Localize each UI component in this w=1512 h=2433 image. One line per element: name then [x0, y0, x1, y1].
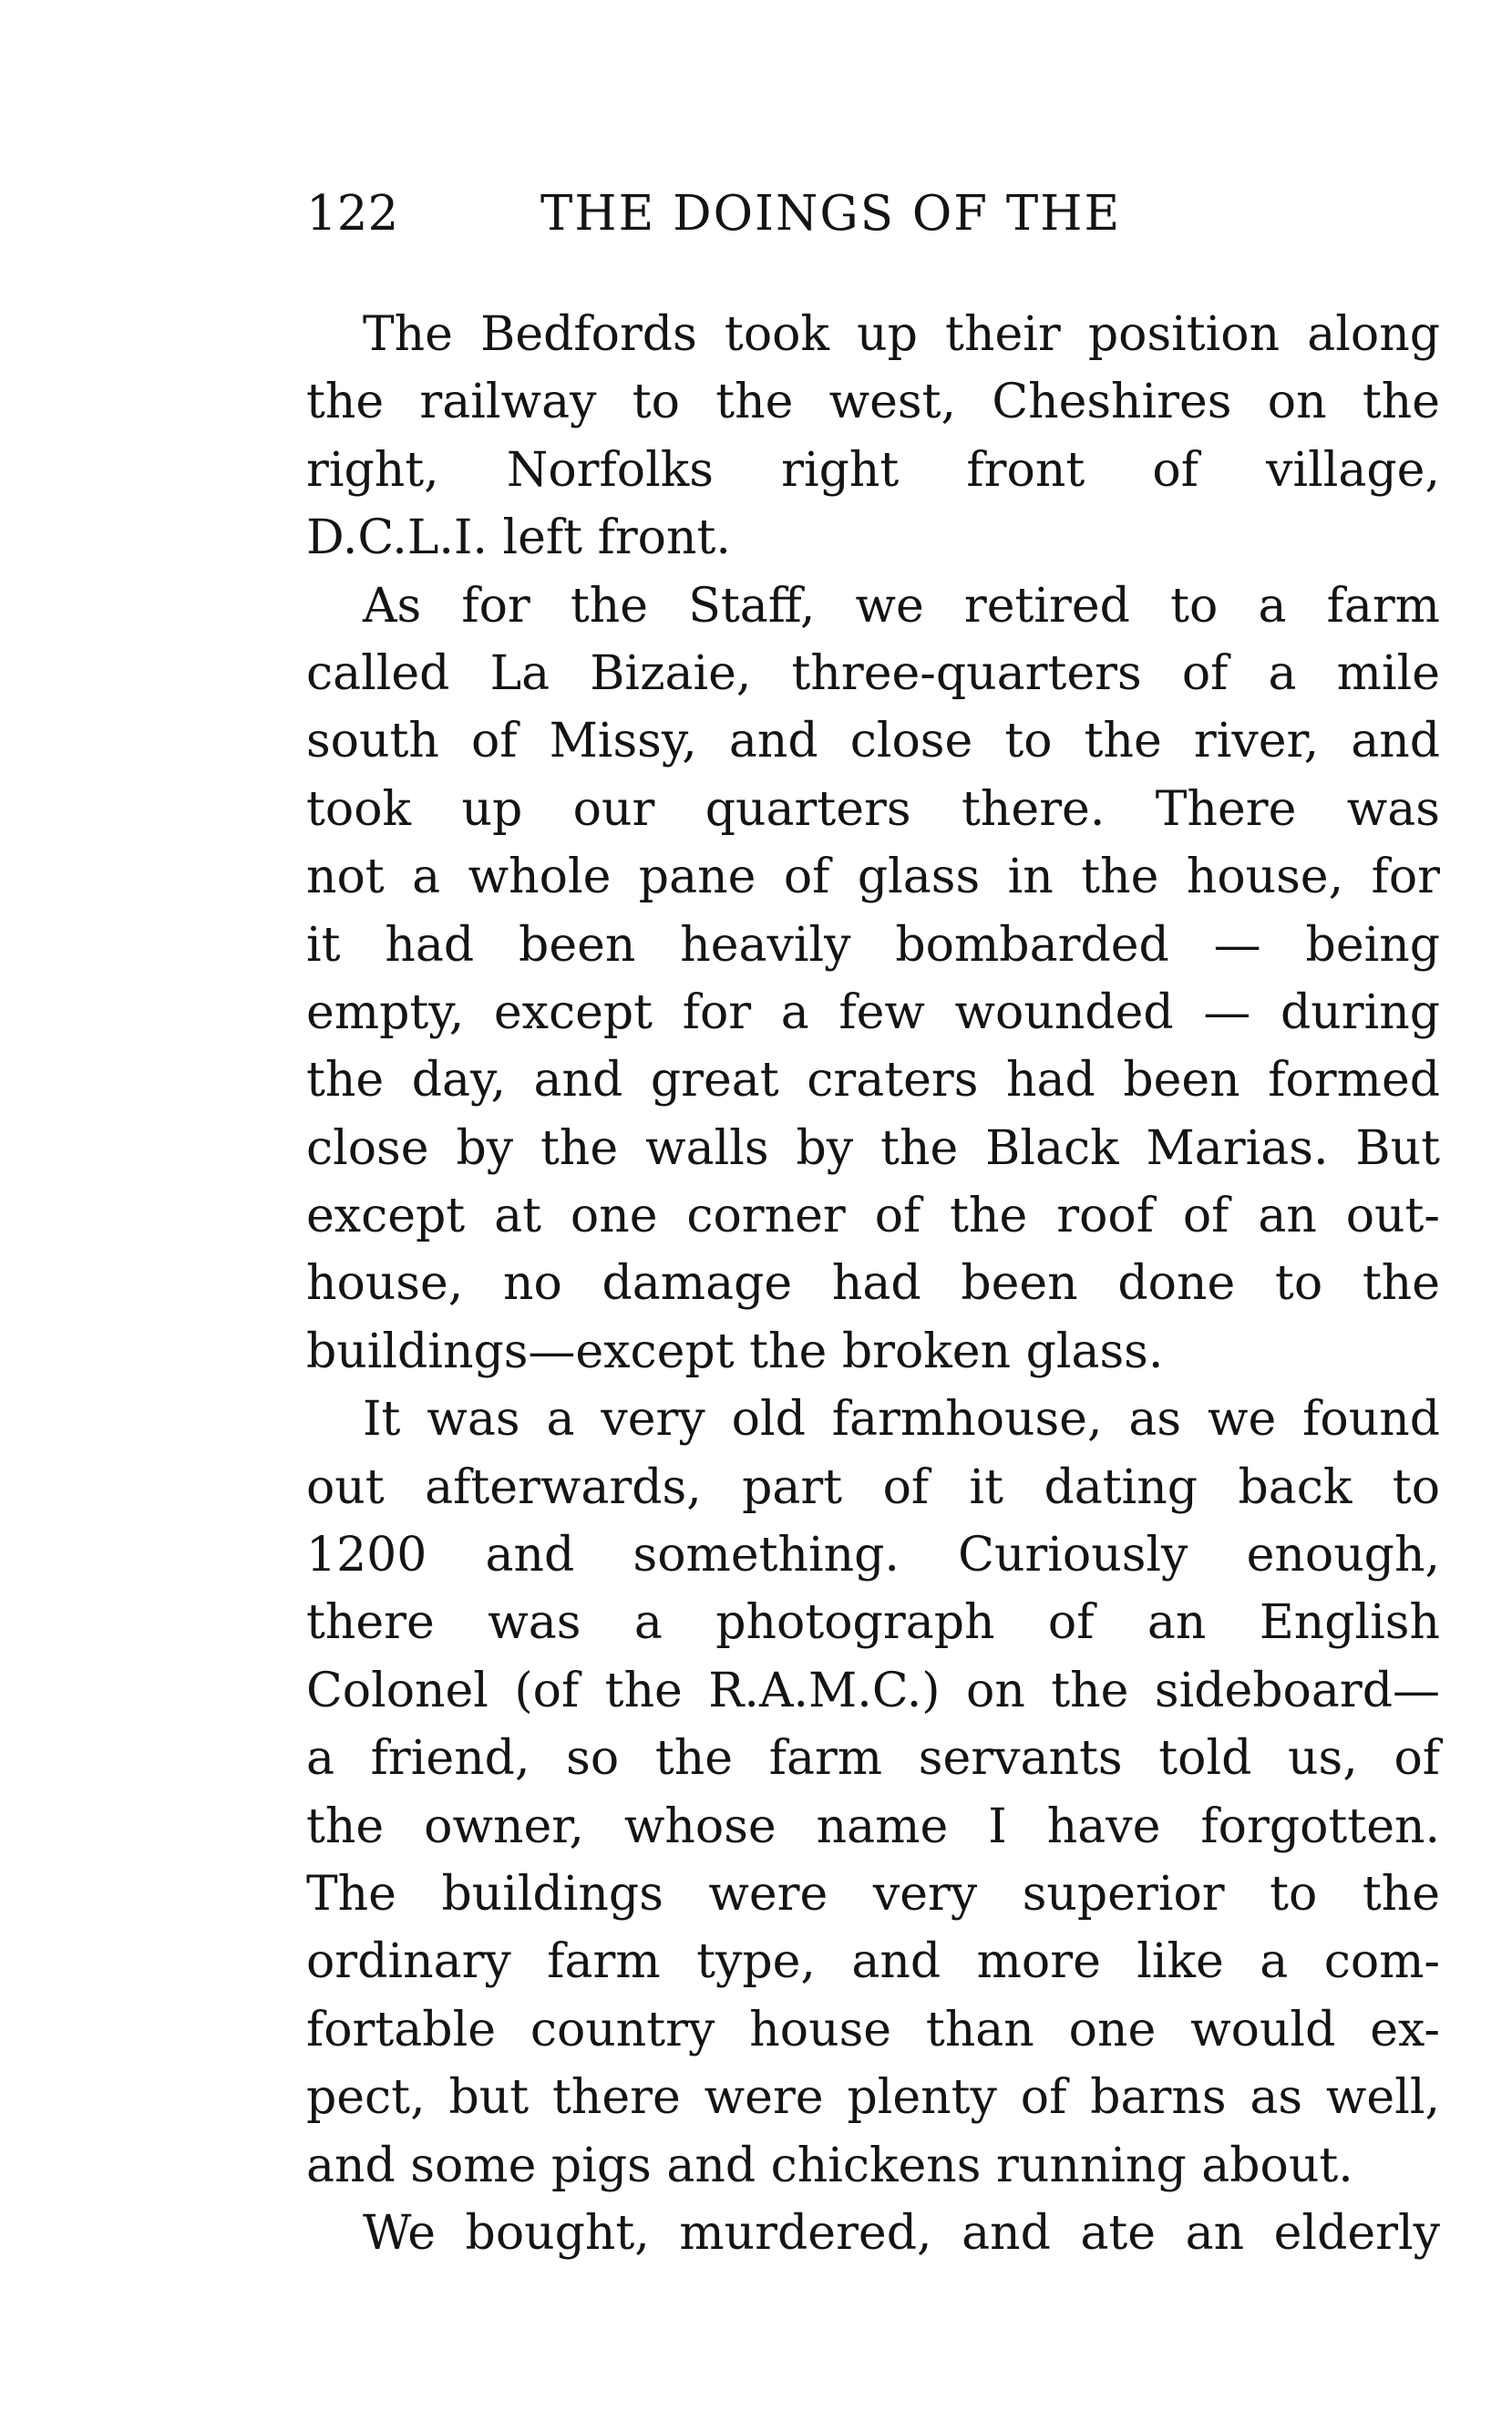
- paragraph-3-line: fortable country house than one would ex-: [306, 2002, 1440, 2057]
- paragraph-2-line: buildings—except the broken glass.: [306, 1324, 1164, 1379]
- body-text: [306, 301, 1440, 2267]
- paragraph-3-line: there was a photograph of an English: [306, 1595, 1440, 1651]
- paragraph-1-line: the railway to the west, Cheshires on the: [306, 375, 1440, 430]
- paragraph-4-line: We bought, murdered, and ate an elderly: [363, 2205, 1440, 2261]
- paragraph-3-line: the owner, whose name I have forgotten.: [306, 1799, 1440, 1854]
- paragraph-2-line: took up our quarters there. There was: [306, 781, 1440, 837]
- paragraph-2-line: except at one corner of the roof of an out-: [306, 1189, 1440, 1244]
- paragraph-2-line: called La Bizaie, three-quarters of a mile: [306, 645, 1440, 701]
- running-title: THE DOINGS OF THE: [540, 186, 1122, 242]
- paragraph-2-line: the day, and great craters had been formed: [306, 1053, 1440, 1108]
- paragraph-3-line: It was a very old farmhouse, as we found: [363, 1392, 1440, 1448]
- paragraph-3-line: The buildings were very superior to the: [306, 1866, 1440, 1922]
- paragraph-3-line: Colonel (of the R.A.M.C.) on the sideboard—: [306, 1663, 1440, 1718]
- paragraph-2-line: not a whole pane of glass in the house, for: [306, 850, 1440, 905]
- paragraph-2-line: house, no damage had been done to the: [306, 1256, 1440, 1312]
- paragraph-3-line: pect, but there were plenty of barns as well,: [306, 2070, 1440, 2126]
- paragraph-2-line: empty, except for a few wounded — during: [306, 985, 1440, 1040]
- paragraph-2-line: it had been heavily bombarded — being: [306, 917, 1440, 973]
- paragraph-3-line: and some pigs and chickens running about.: [306, 2138, 1353, 2193]
- page-number: 122: [306, 186, 399, 242]
- paragraph-3-line: out afterwards, part of it dating back to: [306, 1459, 1440, 1515]
- paragraph-2-line: close by the walls by the Black Marias. But: [306, 1120, 1440, 1176]
- paragraph-1-line: The Bedfords took up their position along: [363, 307, 1440, 362]
- paragraph-1-line: right, Norfolks right front of village,: [306, 442, 1440, 498]
- paragraph-3-line: a friend, so the farm servants told us, of: [306, 1731, 1440, 1787]
- paragraph-1-line: D.C.L.I. left front.: [306, 510, 731, 566]
- running-head: [306, 182, 1218, 246]
- paragraph-3-line: 1200 and something. Curiously enough,: [306, 1528, 1440, 1583]
- paragraph-2-line: south of Missy, and close to the river, and: [306, 714, 1440, 769]
- paragraph-3-line: ordinary farm type, and more like a com-: [306, 1934, 1440, 1990]
- paragraph-2-line: As for the Staff, we retired to a farm: [363, 578, 1440, 634]
